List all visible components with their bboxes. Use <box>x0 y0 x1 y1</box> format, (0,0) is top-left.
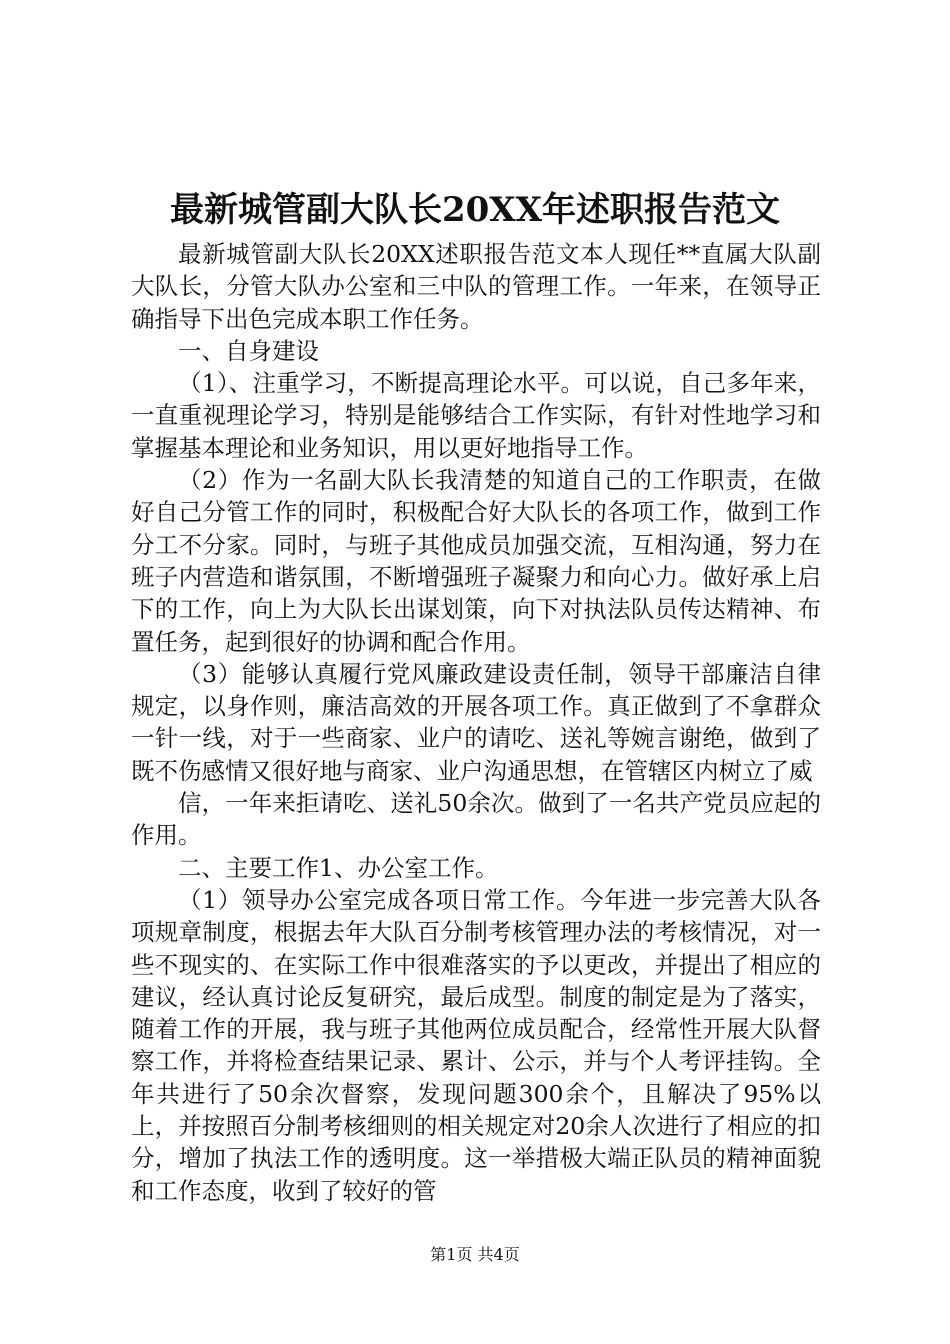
paragraph-item-3-continued: 信，一年来拒请吃、送礼50余次。做到了一名共产党员应起的作用。 <box>131 789 821 850</box>
page-number-footer: 第1页 共4页 <box>430 1245 520 1264</box>
document-title: 最新城管副大队长20XX年述职报告范文 <box>169 190 781 230</box>
paragraph-office-work-1: （1）领导办公室完成各项日常工作。今年进一步完善大队各项规章制度，根据去年大队百分制考核管理办法的考核情况，对一些不现实的、在实际工作中很难落实的予以更改，并提出了相应的建议，经认真讨论反复研究，最后成型。制度的制定是为了落实，随着工作的开展，我与班子其他两位成员配合，经常性开展大队督察工作，并将检查结果记录、累计、公示，并与个人考评挂钩。全年共进行了50余次督察，发现问题300余个，且解决了95%以上，并按照百分制考核细则的相关规定对20余人次进行了相应的扣分，增加了执法工作的透明度。这一举措极大端正队员的精神面貌和工作态度，收到了较好的管 <box>131 885 821 1205</box>
paragraph-item-1: （1）、注重学习，不断提高理论水平。可以说，自己多年来，一直重视理论学习，特别是能够结合工作实际，有针对性地学习和掌握基本理论和业务知识，用以更好地指导工作。 <box>131 369 821 462</box>
paragraph-item-2: （2）作为一名副大队长我清楚的知道自己的工作职责，在做好自己分管工作的同时，积极配合好大队长的各项工作，做到工作分工不分家。同时，与班子其他成员加强交流，互相沟通，努力在班子内营造和谐氛围，不断增强班子凝聚力和向心力。做好承上启下的工作，向上为大队长出谋划策，向下对执法队员传达精神、布置任务，起到很好的协调和配合作用。 <box>131 466 821 656</box>
section-heading-main-work: 二、主要工作1、办公室工作。 <box>178 853 499 882</box>
paragraph-item-3: （3）能够认真履行党风廉政建设责任制，领导干部廉洁自律规定，以身作则，廉洁高效的开展各项工作。真正做到了不拿群众一针一线，对于一些商家、业户的请吃、送礼等婉言谢绝，做到了既不伤感情又很好地与商家、业户沟通思想，在管辖区内树立了威 <box>131 659 821 785</box>
section-heading-self-building: 一、自身建设 <box>178 336 319 365</box>
document-body <box>131 238 821 1207</box>
paragraph-intro: 最新城管副大队长20XX述职报告范文本人现任**直属大队副大队长，分管大队办公室和三中队的管理工作。一年来，在领导正确指导下出色完成本职工作任务。 <box>131 240 821 333</box>
